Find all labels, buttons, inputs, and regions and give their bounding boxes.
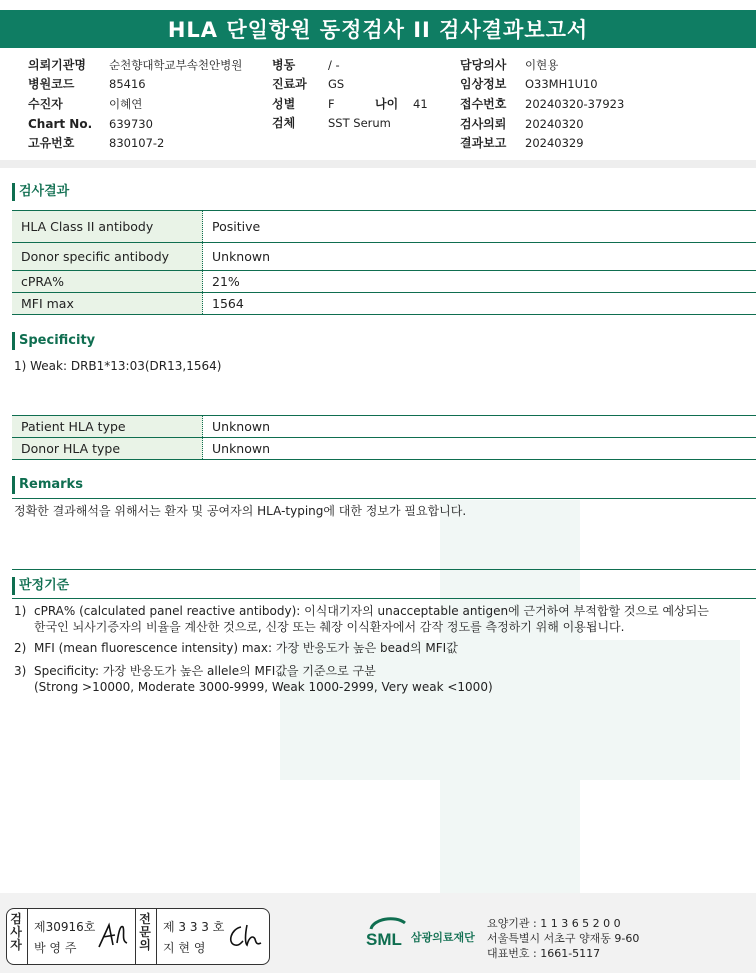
report-title: HLA 단일항원 동정검사 II 검사결과보고서: [0, 10, 756, 48]
info-age-label: 나이: [375, 97, 399, 111]
signer2-license: 제 3 3 3 호: [163, 920, 225, 934]
signature-box: [6, 908, 270, 965]
sign-separator: [27, 909, 28, 964]
remarks-text: 정확한 결과해석을 위해서는 환자 및 공여자의 HLA-typing에 대한 정보가 필요합니다.: [14, 504, 467, 518]
hla-type-table: [12, 415, 756, 460]
info-field-label: 검체: [272, 116, 296, 130]
criteria-text: Specificity: 가장 반응도가 높은 allele의 MFI값을 기준으로 구분: [34, 664, 376, 678]
criteria-heading: 판정기준: [12, 577, 69, 595]
specificity-text: 1) Weak: DRB1*13:03(DR13,1564): [14, 359, 222, 373]
info-field-label: 병동: [272, 58, 296, 72]
remarks-rule: [12, 498, 756, 499]
table-row: [12, 211, 756, 243]
info-field-label: 진료과: [272, 77, 307, 91]
info-field-value: GS: [328, 77, 345, 91]
info-field-value: SST Serum: [328, 116, 391, 130]
signer2-name: 지 현 영: [163, 941, 206, 955]
criteria-text: cPRA% (calculated panel reactive antibody): 이식대기자의 unacceptable antigen에 근거하여 부적합할 것으로 예상되는: [34, 604, 709, 618]
info-field-label: 고유번호: [28, 136, 75, 150]
result-value: Unknown: [203, 243, 756, 271]
address-line: 서울특별시 서초구 양재동 9-60: [487, 932, 640, 945]
info-field-label: 검사의뢰: [460, 117, 507, 131]
criteria-text: (Strong >10000, Moderate 3000-9999, Weak 1000-2999, Very weak <1000): [34, 680, 493, 694]
address-line: 대표번호 : 1661-5117: [487, 947, 601, 960]
org-address: [487, 916, 639, 961]
info-field-value: 639730: [109, 117, 153, 131]
specificity-heading: Specificity: [12, 332, 95, 350]
result-key: MFI max: [12, 293, 203, 315]
signer1-name: 박 영 주: [34, 941, 77, 955]
hla-value: Unknown: [203, 416, 756, 438]
remarks-heading: Remarks: [12, 476, 83, 494]
table-row: [12, 271, 756, 293]
logo-text: SML: [366, 930, 402, 949]
criteria-number: 3): [14, 664, 27, 678]
info-field-value: 830107-2: [109, 136, 165, 150]
criteria-text: MFI (mean fluorescence intensity) max: 가장 반응도가 높은 bead의 MFI값: [34, 641, 458, 655]
sign-separator: [135, 909, 136, 964]
result-value: 21%: [203, 271, 756, 293]
info-field-value: O33MH1U10: [525, 77, 598, 91]
signer2-role: 전문의: [139, 912, 151, 952]
criteria-number: 1): [14, 604, 27, 618]
result-value: 1564: [203, 293, 756, 315]
criteria-rule: [12, 569, 756, 570]
signer1-role: 검사자: [10, 912, 22, 952]
result-key: Donor specific antibody: [12, 243, 203, 271]
sign-separator: [156, 909, 157, 964]
signer1-license: 제30916호: [34, 920, 96, 934]
table-row: [12, 293, 756, 315]
info-field-value: F: [328, 97, 335, 111]
table-row: [12, 416, 756, 438]
header-divider: [0, 160, 756, 168]
criteria-number: 2): [14, 641, 27, 655]
signature-1: [95, 921, 131, 951]
info-field-value: 85416: [109, 77, 146, 91]
info-field-value: 20240320-37923: [525, 97, 625, 111]
result-key: HLA Class II antibody: [12, 211, 203, 243]
info-field-label: 결과보고: [460, 136, 507, 150]
criteria-text: 한국인 뇌사기증자의 비율을 계산한 것으로, 신장 또는 췌장 이식환자에서 감작 정도를 측정하기 위해 이용됩니다.: [34, 620, 625, 634]
result-table: [12, 210, 756, 315]
hla-key: Patient HLA type: [12, 416, 203, 438]
result-key: cPRA%: [12, 271, 203, 293]
hla-key: Donor HLA type: [12, 438, 203, 460]
sml-logo-icon: [365, 915, 409, 953]
signature-2: [225, 921, 265, 951]
info-field-label: 담당의사: [460, 58, 507, 72]
info-field-value: 20240320: [525, 117, 584, 131]
table-row: [12, 438, 756, 460]
criteria-rule-bottom: [12, 598, 756, 599]
result-heading: 검사결과: [12, 183, 69, 201]
info-field-label: 접수번호: [460, 97, 507, 111]
info-field-label: 임상정보: [460, 77, 507, 91]
info-age-value: 41: [413, 97, 428, 111]
result-value: Positive: [203, 211, 756, 243]
address-line: 요양기관 : 1 1 3 6 5 2 0 0: [487, 917, 621, 930]
watermark-cross-icon: [280, 500, 740, 920]
info-field-label: 의뢰기관명: [28, 58, 86, 72]
info-field-value: 20240329: [525, 136, 584, 150]
info-field-label: 수진자: [28, 97, 63, 111]
info-field-value: / -: [328, 58, 340, 72]
info-field-label: 병원코드: [28, 77, 75, 91]
info-field-label: Chart No.: [28, 117, 93, 131]
hla-value: Unknown: [203, 438, 756, 460]
info-field-value: 순천향대학교부속천안병원: [109, 58, 243, 72]
org-name: 삼광의료재단: [411, 931, 475, 944]
info-field-label: 성별: [272, 97, 296, 111]
info-field-value: 이혜연: [109, 97, 143, 111]
info-field-value: 이현용: [525, 58, 559, 72]
table-row: [12, 243, 756, 271]
